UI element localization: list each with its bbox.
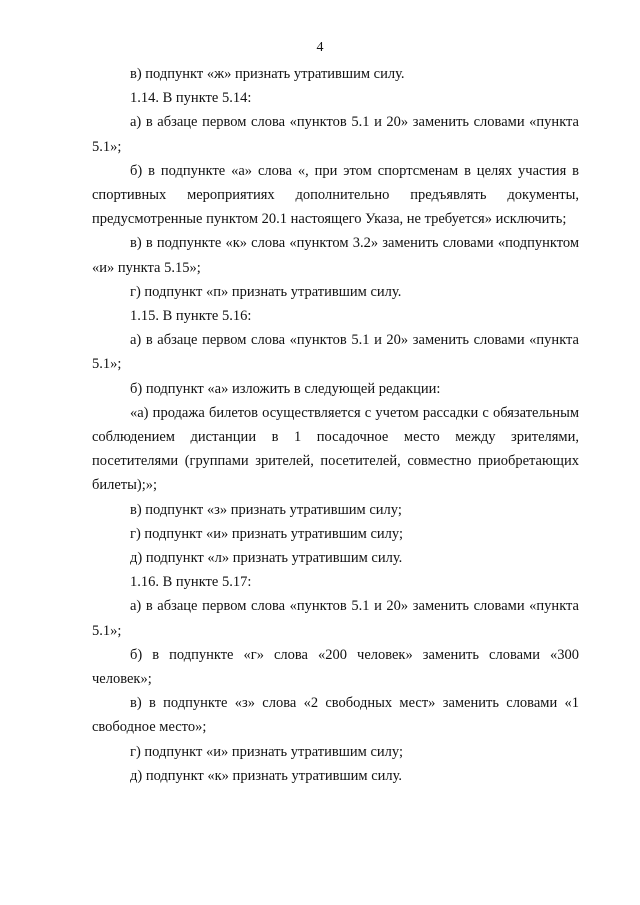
paragraph: в) подпункт «ж» признать утратившим силу. <box>130 66 405 82</box>
document-body <box>92 62 579 788</box>
paragraph: в) в подпункте «з» слова «2 свободных мест» заменить словами «1 свободное место»; <box>92 695 579 736</box>
paragraph: б) в подпункте «г» слова «200 человек» заменить словами «300 человек»; <box>92 646 579 688</box>
paragraph: д) подпункт «к» признать утратившим силу. <box>130 767 403 784</box>
paragraph: г) подпункт «и» признать утратившим силу; <box>130 525 403 542</box>
paragraph: б) в подпункте «а» слова «, при этом спортсменам в целях участия в спортивных мероприятиях дополнительно предъявлять документы, предусмотренные пунктом 20.1 настоящего Указа, не требуется» исключить; <box>92 162 579 228</box>
paragraph: «а) продажа билетов осуществляется с учетом рассадки с обязательным соблюдением дистанции в 1 посадочное место между зрителями, посетителями (группами зрителей, посетителей, совместно приобретающих билеты);»; <box>92 404 579 494</box>
paragraph: б) подпункт «а» изложить в следующей редакции: <box>130 380 441 397</box>
paragraph: 1.14. В пункте 5.14: <box>130 90 252 107</box>
paragraph: г) подпункт «и» признать утратившим силу; <box>130 743 403 760</box>
paragraph: а) в абзаце первом слова «пунктов 5.1 и 20» заменить словами «пункта 5.1»; <box>92 332 579 373</box>
paragraph: в) в подпункте «к» слова «пунктом 3.2» заменить словами «подпунктом «и» пункта 5.15»; <box>92 235 579 276</box>
paragraph: 1.16. В пункте 5.17: <box>130 574 252 591</box>
paragraph: 1.15. В пункте 5.16: <box>130 308 252 325</box>
paragraph: д) подпункт «л» признать утратившим силу. <box>130 550 403 567</box>
paragraph: а) в абзаце первом слова «пунктов 5.1 и 20» заменить словами «пункта 5.1»; <box>92 598 579 639</box>
paragraph: а) в абзаце первом слова «пунктов 5.1 и 20» заменить словами «пункта 5.1»; <box>92 114 579 155</box>
page-number: 4 <box>316 40 324 55</box>
paragraph: г) подпункт «п» признать утратившим силу. <box>130 283 402 300</box>
paragraph: в) подпункт «з» признать утратившим силу; <box>130 501 402 518</box>
